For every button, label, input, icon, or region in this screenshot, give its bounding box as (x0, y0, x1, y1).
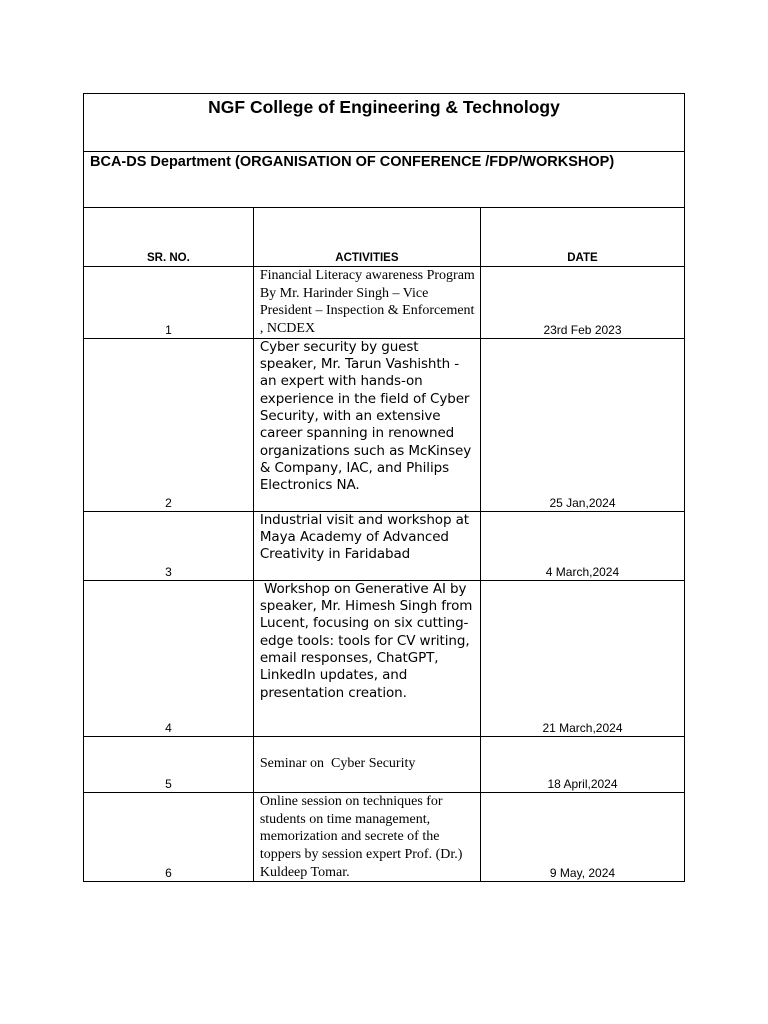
activity-cell: Industrial visit and workshop at Maya Academy of Advanced Creativity in Faridabad (253, 511, 480, 580)
department-heading: BCA-DS Department (ORGANISATION OF CONFERENCE /FDP/WORKSHOP) (84, 152, 685, 208)
department-row (84, 152, 685, 208)
sr-no-cell: 3 (84, 511, 254, 580)
college-title: NGF College of Engineering & Technology (84, 94, 685, 152)
sr-no-cell: 5 (84, 736, 254, 792)
date-cell: 23rd Feb 2023 (480, 267, 684, 339)
header-date: DATE (480, 208, 684, 267)
header-activities: ACTIVITIES (253, 208, 480, 267)
table-row (84, 792, 685, 882)
table-row (84, 338, 685, 511)
table-row (84, 580, 685, 736)
activity-cell: Financial Literacy awareness Program By Mr. Harinder Singh – Vice President – Inspection & Enforcement , NCDEX (253, 267, 480, 339)
table-row (84, 267, 685, 339)
header-sr-no: SR. NO. (84, 208, 254, 267)
activity-cell: Seminar on Cyber Security (253, 736, 480, 792)
date-cell: 4 March,2024 (480, 511, 684, 580)
activity-cell: Online session on techniques for students on time management, memorization and secrete of the toppers by session expert Prof. (Dr.) Kuldeep Tomar. (253, 792, 480, 882)
sr-no-cell: 6 (84, 792, 254, 882)
date-cell: 21 March,2024 (480, 580, 684, 736)
date-cell: 9 May, 2024 (480, 792, 684, 882)
date-cell: 25 Jan,2024 (480, 338, 684, 511)
activities-table (83, 93, 685, 882)
sr-no-cell: 4 (84, 580, 254, 736)
header-row (84, 208, 685, 267)
activity-cell: Workshop on Generative AI by speaker, Mr. Himesh Singh from Lucent, focusing on six cutting-edge tools: tools for CV writing, email responses, ChatGPT, LinkedIn updates, and presentation creation. (253, 580, 480, 736)
title-row (84, 94, 685, 152)
table-row (84, 511, 685, 580)
activity-cell: Cyber security by guest speaker, Mr. Tarun Vashishth - an expert with hands-on experience in the field of Cyber Security, with an extensive career spanning in renowned organizations such as McKinsey & Company, IAC, and Philips Electronics NA. (253, 338, 480, 511)
sr-no-cell: 1 (84, 267, 254, 339)
date-cell: 18 April,2024 (480, 736, 684, 792)
table-row (84, 736, 685, 792)
sr-no-cell: 2 (84, 338, 254, 511)
